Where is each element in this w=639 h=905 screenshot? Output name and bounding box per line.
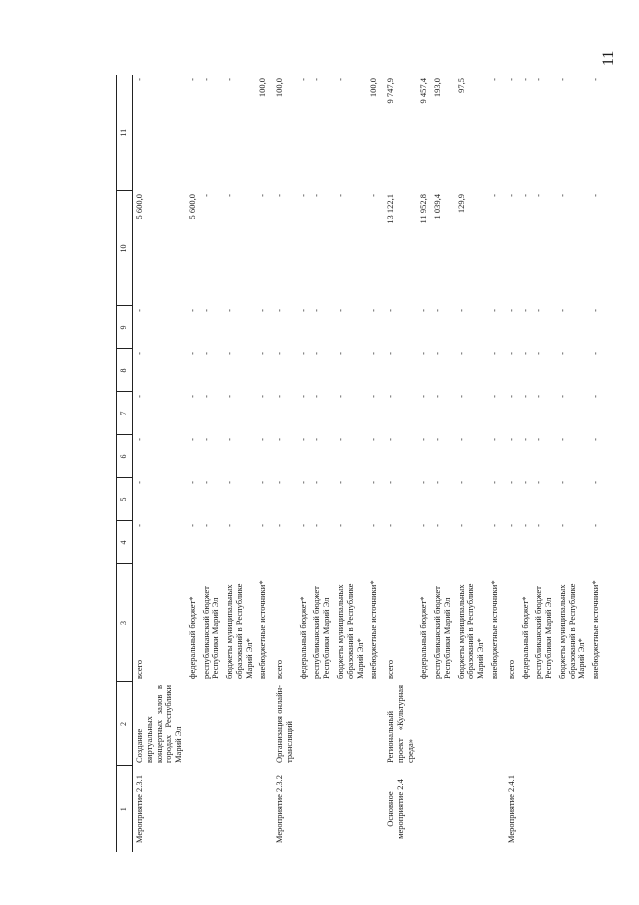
value-cell: - [368, 395, 379, 398]
event-number-cell: Мероприятие 2.3.2 [274, 774, 285, 844]
value-cell: 9 747,9 [385, 78, 396, 104]
event-name-cell [256, 682, 270, 766]
value-cell: - [186, 438, 197, 441]
column-header-3: 3 [117, 564, 133, 682]
value-cell: - [335, 395, 346, 398]
value-cell: - [200, 481, 211, 484]
value-cell: - [224, 78, 235, 81]
value-cell: - [556, 438, 567, 441]
value-cell: - [556, 194, 567, 197]
event-name-cell [488, 682, 502, 766]
value-cell: - [134, 438, 144, 441]
value-cell: - [134, 524, 144, 527]
value-cell: - [297, 352, 308, 355]
value-cell: - [418, 438, 429, 441]
value-cell: - [556, 395, 567, 398]
event-number-cell [186, 766, 200, 852]
event-name-cell: Региональный проект «Культурная среда» [385, 685, 415, 763]
page-number: 11 [600, 50, 617, 66]
value-cell: - [134, 395, 144, 398]
value-cell: - [274, 352, 285, 355]
event-name-cell [556, 682, 589, 766]
value-cell: - [590, 524, 601, 527]
value-cell: - [368, 438, 379, 441]
table-row [431, 75, 455, 852]
value-cell: - [335, 78, 346, 81]
value-cell: - [418, 352, 429, 355]
value-cell: - [297, 194, 308, 197]
value-cell: - [335, 524, 346, 527]
column-header-10: 10 [117, 191, 133, 306]
event-number-cell [417, 766, 431, 852]
funding-source-cell: всего [134, 659, 144, 679]
event-number-cell [334, 766, 367, 852]
value-cell: - [257, 309, 268, 312]
funding-source-cell: федеральный бюджет* [519, 596, 530, 679]
value-cell: - [519, 524, 530, 527]
event-number-cell [431, 766, 455, 852]
value-cell: - [335, 309, 346, 312]
value-cell: - [224, 352, 235, 355]
funding-source-cell: бюджеты муниципальных образований в Республике Марий Эл* [224, 583, 254, 679]
event-number-cell [200, 766, 224, 852]
value-cell: 100,0 [274, 78, 285, 98]
column-header-7: 7 [117, 392, 133, 435]
column-header-8: 8 [117, 349, 133, 392]
value-cell: - [311, 194, 322, 197]
value-cell: - [385, 524, 396, 527]
table-row [455, 75, 488, 852]
value-cell: - [505, 309, 516, 312]
funding-source-cell: внебюджетные источники* [257, 580, 268, 679]
funding-source-cell: республиканский бюджет Республики Марий Эл [432, 586, 452, 679]
column-header-2: 2 [117, 682, 133, 766]
value-cell: - [533, 78, 544, 81]
value-cell: - [488, 438, 499, 441]
table-row [381, 75, 417, 852]
funding-source-cell: бюджеты муниципальных образований в Республике Марий Эл* [556, 583, 587, 679]
table-row [186, 75, 200, 852]
table-row [532, 75, 556, 852]
value-cell: - [505, 524, 516, 527]
event-name-cell [455, 682, 488, 766]
event-name-cell: Создание виртуальных концертных залов в городах Республики Марий Эл [134, 685, 184, 763]
value-cell: - [200, 524, 211, 527]
event-number-cell [310, 766, 334, 852]
value-cell: - [200, 309, 211, 312]
table-row [297, 75, 311, 852]
value-cell: - [385, 395, 396, 398]
value-cell: - [488, 194, 499, 197]
value-cell: - [533, 524, 544, 527]
column-header-11: 11 [117, 75, 133, 191]
value-cell: - [257, 524, 268, 527]
event-name-cell: Организация онлайн-трансляций [274, 685, 294, 763]
value-cell: - [556, 481, 567, 484]
value-cell: - [455, 481, 466, 484]
value-cell: - [455, 438, 466, 441]
value-cell: - [533, 395, 544, 398]
funding-source-cell: республиканский бюджет Республики Марий Эл [200, 586, 221, 679]
table-row [519, 75, 533, 852]
value-cell: - [186, 481, 197, 484]
table-header [117, 75, 133, 852]
table-body [133, 75, 603, 852]
event-name-cell [502, 682, 519, 766]
value-cell: - [533, 352, 544, 355]
value-cell: - [455, 395, 466, 398]
value-cell: - [455, 309, 466, 312]
value-cell: - [432, 395, 443, 398]
table-row [200, 75, 224, 852]
value-cell: - [134, 309, 144, 312]
value-cell: - [224, 481, 235, 484]
event-number-cell [488, 766, 502, 852]
value-cell: - [455, 352, 466, 355]
value-cell: - [200, 194, 211, 197]
event-name-cell [186, 682, 200, 766]
value-cell: - [418, 524, 429, 527]
value-cell: - [224, 194, 235, 197]
value-cell: - [519, 438, 530, 441]
value-cell: - [335, 438, 346, 441]
funding-source-cell: федеральный бюджет* [186, 596, 197, 679]
value-cell: - [556, 352, 567, 355]
value-cell: - [556, 524, 567, 527]
value-cell: - [200, 395, 211, 398]
value-cell: - [186, 309, 197, 312]
table-row [417, 75, 431, 852]
value-cell: - [432, 309, 443, 312]
event-name-cell [532, 682, 556, 766]
table-row [310, 75, 334, 852]
event-name-cell [367, 682, 381, 766]
value-cell: - [186, 78, 197, 81]
value-cell: - [488, 481, 499, 484]
value-cell: - [297, 481, 308, 484]
value-cell: - [186, 524, 197, 527]
value-cell: - [418, 481, 429, 484]
event-name-cell [310, 682, 334, 766]
value-cell: - [368, 309, 379, 312]
table-row [589, 75, 603, 852]
value-cell: - [519, 78, 530, 81]
table-row [556, 75, 589, 852]
value-cell: - [533, 309, 544, 312]
value-cell: - [335, 481, 346, 484]
value-cell: - [257, 395, 268, 398]
value-cell: - [590, 395, 601, 398]
funding-source-cell: всего [385, 659, 396, 679]
value-cell: - [297, 395, 308, 398]
value-cell: 5 600,0 [134, 194, 144, 220]
funding-source-cell: внебюджетные источники* [590, 580, 601, 679]
value-cell: - [224, 309, 235, 312]
table-row [502, 75, 519, 852]
event-name-cell [417, 682, 431, 766]
value-cell: - [311, 78, 322, 81]
value-cell: - [385, 438, 396, 441]
funding-source-cell: бюджеты муниципальных образований в Республике Марий Эл* [455, 583, 486, 679]
value-cell: - [432, 352, 443, 355]
event-number-cell [589, 766, 603, 852]
value-cell: - [200, 78, 211, 81]
value-cell: - [385, 309, 396, 312]
value-cell: - [533, 438, 544, 441]
value-cell: - [519, 395, 530, 398]
value-cell: - [519, 194, 530, 197]
value-cell: - [505, 481, 516, 484]
value-cell: - [590, 309, 601, 312]
value-cell: - [368, 352, 379, 355]
value-cell: - [134, 78, 144, 81]
event-name-cell [200, 682, 224, 766]
value-cell: - [556, 78, 567, 81]
table-row [133, 75, 186, 852]
value-cell: - [186, 352, 197, 355]
event-number-cell: Мероприятие 2.3.1 [134, 774, 144, 844]
value-cell: - [335, 194, 346, 197]
event-number-cell [556, 766, 589, 852]
funding-source-cell: федеральный бюджет* [418, 596, 429, 679]
value-cell: - [488, 395, 499, 398]
table-row [223, 75, 256, 852]
value-cell: 97,5 [455, 78, 466, 93]
rotated-page [116, 75, 639, 852]
value-cell: - [519, 352, 530, 355]
value-cell: - [505, 78, 516, 81]
value-cell: - [488, 352, 499, 355]
funding-source-cell: бюджеты муниципальных образований в Республике Марий Эл* [335, 583, 365, 679]
value-cell: - [505, 438, 516, 441]
value-cell: - [488, 309, 499, 312]
value-cell: - [432, 524, 443, 527]
value-cell: - [224, 395, 235, 398]
value-cell: - [455, 524, 466, 527]
event-number-cell [367, 766, 381, 852]
value-cell: - [311, 481, 322, 484]
value-cell: 11 952,8 [418, 194, 429, 224]
column-header-4: 4 [117, 521, 133, 564]
event-name-cell [297, 682, 311, 766]
budget-table [116, 75, 603, 852]
value-cell: - [274, 309, 285, 312]
value-cell: - [224, 524, 235, 527]
value-cell: - [488, 524, 499, 527]
value-cell: 129,9 [455, 194, 466, 214]
event-name-cell [519, 682, 533, 766]
event-number-cell [256, 766, 270, 852]
value-cell: 100,0 [368, 78, 379, 98]
value-cell: - [385, 352, 396, 355]
value-cell: - [297, 309, 308, 312]
value-cell: - [556, 309, 567, 312]
value-cell: - [418, 395, 429, 398]
funding-source-cell: внебюджетные источники* [368, 580, 379, 679]
value-cell: - [274, 481, 285, 484]
value-cell: - [368, 481, 379, 484]
value-cell: - [505, 395, 516, 398]
value-cell: - [274, 194, 285, 197]
value-cell: - [297, 438, 308, 441]
column-header-9: 9 [117, 306, 133, 349]
table-row [367, 75, 381, 852]
funding-source-cell: всего [274, 659, 285, 679]
table-row [270, 75, 297, 852]
value-cell: - [505, 352, 516, 355]
value-cell: - [533, 194, 544, 197]
value-cell: - [200, 352, 211, 355]
value-cell: - [311, 524, 322, 527]
value-cell: 5 600,0 [186, 194, 197, 220]
funding-source-cell: республиканский бюджет Республики Марий Эл [311, 586, 332, 679]
column-header-1: 1 [117, 766, 133, 852]
funding-source-cell: федеральный бюджет* [297, 596, 308, 679]
value-cell: - [432, 438, 443, 441]
value-cell: - [297, 78, 308, 81]
table-row [256, 75, 270, 852]
event-number-cell: Основное мероприятие 2.4 [385, 779, 405, 839]
value-cell: 193,0 [432, 78, 443, 98]
value-cell: - [590, 438, 601, 441]
value-cell: - [274, 438, 285, 441]
event-name-cell [431, 682, 455, 766]
value-cell: - [311, 309, 322, 312]
value-cell: - [257, 481, 268, 484]
value-cell: - [224, 438, 235, 441]
value-cell: - [274, 395, 285, 398]
event-number-cell [532, 766, 556, 852]
funding-source-cell: внебюджетные источники* [488, 580, 499, 679]
value-cell: 13 122,1 [385, 194, 396, 224]
value-cell: - [418, 309, 429, 312]
value-cell: - [533, 481, 544, 484]
event-number-cell [519, 766, 533, 852]
value-cell: - [134, 352, 144, 355]
value-cell: - [368, 524, 379, 527]
value-cell: - [311, 438, 322, 441]
event-name-cell [334, 682, 367, 766]
event-name-cell [589, 682, 603, 766]
value-cell: - [519, 481, 530, 484]
value-cell: - [297, 524, 308, 527]
funding-source-cell: республиканский бюджет Республики Марий Эл [533, 586, 554, 679]
value-cell: 100,0 [257, 78, 268, 98]
value-cell: - [335, 352, 346, 355]
value-cell: - [257, 194, 268, 197]
value-cell: - [505, 194, 516, 197]
event-name-cell [223, 682, 256, 766]
value-cell: - [590, 481, 601, 484]
funding-source-cell: всего [505, 659, 516, 679]
value-cell: - [519, 309, 530, 312]
value-cell: - [274, 524, 285, 527]
column-header-5: 5 [117, 478, 133, 521]
value-cell: 1 039,4 [432, 194, 443, 220]
value-cell: - [134, 481, 144, 484]
column-header-6: 6 [117, 435, 133, 478]
event-number-cell [223, 766, 256, 852]
value-cell: - [311, 352, 322, 355]
value-cell: - [432, 481, 443, 484]
value-cell: - [590, 194, 601, 197]
value-cell: - [488, 78, 499, 81]
table-row [488, 75, 502, 852]
value-cell: - [311, 395, 322, 398]
table-row [334, 75, 367, 852]
value-cell: - [590, 352, 601, 355]
value-cell: - [257, 438, 268, 441]
value-cell: - [257, 352, 268, 355]
value-cell: - [368, 194, 379, 197]
value-cell: - [385, 481, 396, 484]
value-cell: - [186, 395, 197, 398]
value-cell: 9 457,4 [418, 78, 429, 104]
value-cell: - [590, 78, 601, 81]
event-number-cell [455, 766, 488, 852]
value-cell: - [200, 438, 211, 441]
event-number-cell: Мероприятие 2.4.1 [505, 774, 516, 844]
event-number-cell [297, 766, 311, 852]
